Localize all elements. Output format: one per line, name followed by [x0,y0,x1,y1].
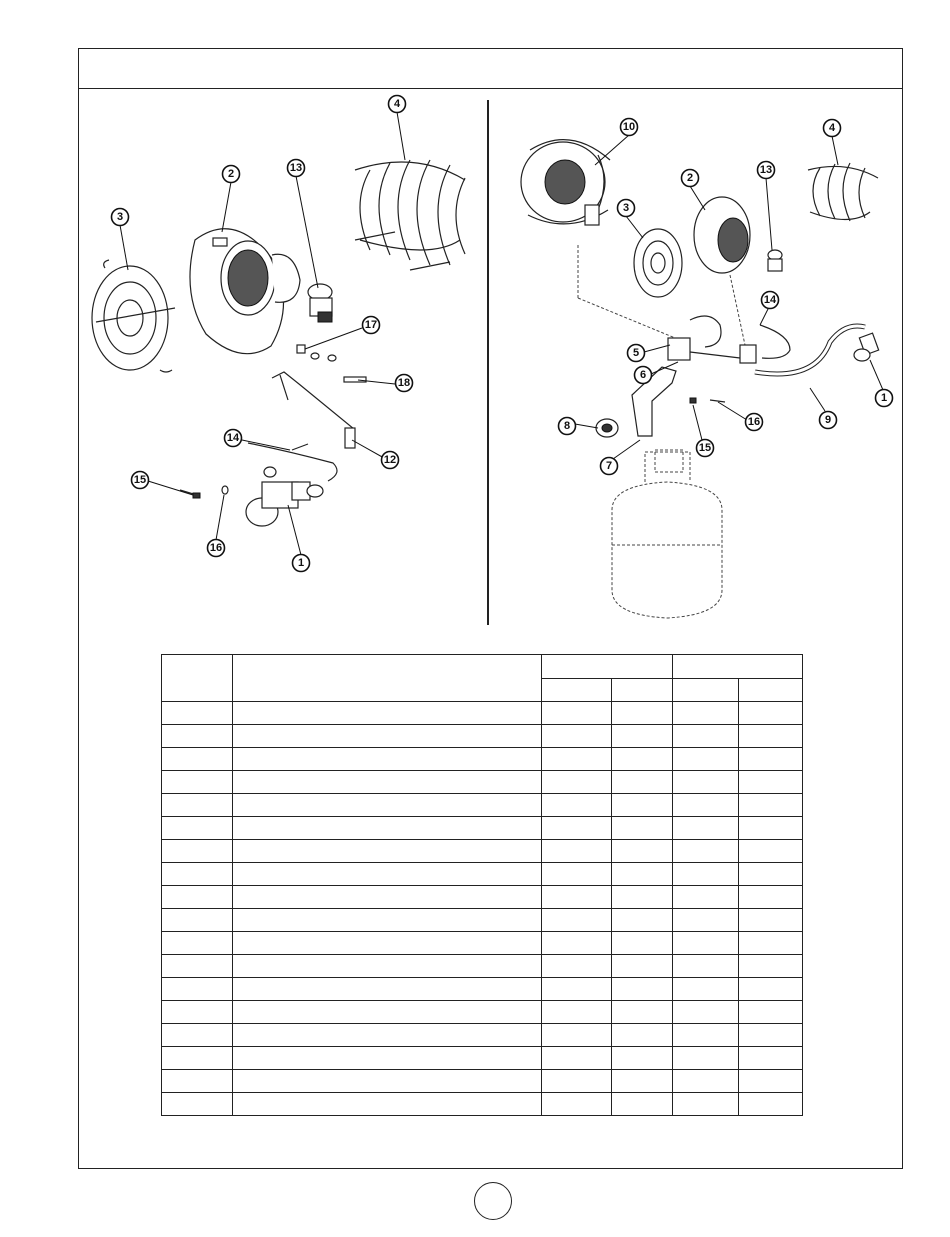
part-9-hose [755,326,865,374]
table-cell [612,771,673,794]
table-cell [673,932,739,955]
svg-text:3: 3 [116,211,124,223]
table-cell [233,978,542,1001]
table-cell [612,748,673,771]
svg-text:15: 15 [133,474,147,486]
svg-text:7: 7 [605,460,613,472]
table-cell [162,748,233,771]
table-cell [739,702,803,725]
svg-text:13: 13 [289,162,303,174]
table-row [162,1093,803,1116]
table-cell [233,863,542,886]
svg-text:4: 4 [828,122,836,134]
table-cell [673,702,739,725]
table-cell [233,955,542,978]
table-cell [233,932,542,955]
table-cell [542,1093,612,1116]
table-cell [612,909,673,932]
table-cell [162,1001,233,1024]
callout-7 [601,458,618,475]
table-row [162,1024,803,1047]
svg-text:13: 13 [759,164,773,176]
table-cell [739,932,803,955]
table-cell [542,725,612,748]
table-row [162,725,803,748]
table-cell [673,955,739,978]
callout-5 [628,345,645,362]
table-cell [542,955,612,978]
svg-text:5: 5 [632,347,640,359]
table-cell [233,886,542,909]
table-row [162,909,803,932]
table-cell [673,1093,739,1116]
table-cell [542,702,612,725]
svg-text:12: 12 [383,454,397,466]
table-cell [739,909,803,932]
part-1-valve [246,467,323,526]
callout-17 [363,317,380,334]
callout-9 [820,412,837,429]
svg-text:15: 15 [698,442,712,454]
right-exploded-view [521,119,893,619]
table-cell [162,1047,233,1070]
table-cell [162,932,233,955]
table-cell [162,863,233,886]
table-cell [673,771,739,794]
svg-text:1: 1 [880,392,888,404]
table-cell [739,1070,803,1093]
callout-3 [618,200,635,217]
svg-text:16: 16 [747,416,761,428]
table-cell [673,1047,739,1070]
table-cell [233,748,542,771]
callout-12 [382,452,399,469]
table-cell [233,1024,542,1047]
table-cell [612,1070,673,1093]
table-row [162,840,803,863]
callout-2 [682,170,699,187]
part-2-reflector-r [694,197,750,273]
table-cell [673,909,739,932]
left-exploded-view [92,96,465,572]
callout-14 [225,430,242,447]
svg-text:10: 10 [622,121,636,133]
part-14-thermocouple [248,443,337,481]
table-cell [542,863,612,886]
table-cell [233,1093,542,1116]
table-row [162,702,803,725]
table-cell [739,886,803,909]
header-group-b [673,655,803,679]
table-cell [673,1070,739,1093]
table-cell [739,955,803,978]
svg-text:1: 1 [297,557,305,569]
svg-text:18: 18 [397,377,411,389]
table-row [162,771,803,794]
table-cell [542,1001,612,1024]
table-cell [673,863,739,886]
table-row [162,1070,803,1093]
part-8-knob [596,419,618,437]
table-cell [233,840,542,863]
callout-2 [223,166,240,183]
table-cell [673,978,739,1001]
part-13-control-r [768,250,782,271]
table-cell [673,725,739,748]
part-13-control [308,284,332,322]
table-cell [612,794,673,817]
table-cell [162,794,233,817]
svg-text:6: 6 [639,369,647,381]
callout-4 [824,120,841,137]
callout-10 [621,119,638,136]
table-cell [739,1093,803,1116]
part-1-regulator [854,333,879,361]
table-cell [612,840,673,863]
table-cell [233,725,542,748]
part-5-valve-r [668,338,756,363]
table-cell [673,1024,739,1047]
table-row [162,932,803,955]
svg-text:17: 17 [364,319,378,331]
table-cell [542,771,612,794]
part-16-washer [222,486,228,494]
table-cell [162,1024,233,1047]
table-cell [612,817,673,840]
table-cell [673,886,739,909]
page-number-circle [474,1182,512,1220]
table-row [162,794,803,817]
svg-text:9: 9 [824,414,832,426]
table-cell [542,817,612,840]
table-row [162,863,803,886]
table-cell [739,817,803,840]
callout-18 [396,375,413,392]
table-cell [542,1047,612,1070]
header-group-a [542,655,673,679]
svg-text:3: 3 [622,202,630,214]
part-3-guard-grill-r [634,229,682,297]
callout-3 [112,209,129,226]
callout-15 [697,440,714,457]
part-17-nut [297,345,336,361]
table-cell [233,1047,542,1070]
table-cell [233,771,542,794]
svg-text:2: 2 [686,172,694,184]
propane-tank [612,450,722,618]
svg-text:2: 2 [227,168,235,180]
table-cell [162,1093,233,1116]
table-cell [542,1070,612,1093]
header-key-no [162,655,233,702]
table-cell [612,725,673,748]
table-cell [612,955,673,978]
table-cell [739,863,803,886]
svg-text:14: 14 [226,432,240,444]
table-cell [162,909,233,932]
table-cell [673,817,739,840]
parts-table-body [162,702,803,1116]
table-row [162,1047,803,1070]
callout-15 [132,472,149,489]
table-row [162,748,803,771]
table-cell [542,840,612,863]
table-cell [162,886,233,909]
part-12-bracket [272,372,355,448]
callout-6 [635,367,652,384]
table-cell [162,1070,233,1093]
table-cell [673,748,739,771]
table-cell [233,1001,542,1024]
table-cell [162,702,233,725]
part-4-wire-guard [355,160,465,270]
table-cell [739,725,803,748]
table-cell [612,1047,673,1070]
header-a1 [542,679,612,702]
table-row [162,817,803,840]
table-cell [162,840,233,863]
callout-4 [389,96,406,113]
table-cell [612,932,673,955]
table-cell [739,1024,803,1047]
table-cell [542,886,612,909]
table-row [162,886,803,909]
table-cell [612,863,673,886]
header-a2 [612,679,673,702]
svg-text:8: 8 [563,420,571,432]
table-cell [162,955,233,978]
header-b2 [739,679,803,702]
table-cell [673,1001,739,1024]
part-2-reflector [190,229,300,354]
table-cell [612,1001,673,1024]
table-cell [612,886,673,909]
header-b1 [673,679,739,702]
callout-1 [293,555,310,572]
callout-1 [876,390,893,407]
table-cell [542,794,612,817]
part-15-spark-wire-r [690,398,696,403]
table-row [162,1001,803,1024]
table-cell [739,840,803,863]
table-cell [739,748,803,771]
part-4-wire-guard-r [808,163,878,221]
parts-list-table [161,654,803,1116]
table-cell [233,817,542,840]
table-cell [162,817,233,840]
header-description [233,655,542,702]
table-cell [162,771,233,794]
part-6-tube [690,352,740,358]
table-cell [233,702,542,725]
table-cell [542,1024,612,1047]
table-cell [233,794,542,817]
table-cell [739,794,803,817]
part-3-guard-grill [92,260,175,372]
table-cell [673,794,739,817]
svg-text:16: 16 [209,542,223,554]
table-row [162,955,803,978]
table-cell [233,909,542,932]
table-cell [739,1001,803,1024]
table-cell [542,978,612,1001]
table-cell [739,1047,803,1070]
table-cell [739,978,803,1001]
table-cell [162,978,233,1001]
table-cell [162,725,233,748]
table-cell [612,1024,673,1047]
svg-text:4: 4 [393,98,401,110]
table-cell [739,771,803,794]
callout-8 [559,418,576,435]
table-cell [542,748,612,771]
table-row [162,978,803,1001]
svg-text:14: 14 [763,294,777,306]
table-cell [233,1070,542,1093]
part-18-bolt [344,377,366,382]
part-16-washer-r [710,400,725,402]
table-cell [542,909,612,932]
table-cell [542,932,612,955]
table-cell [612,1093,673,1116]
callout-14 [762,292,779,309]
callout-16 [746,414,763,431]
callout-13 [288,160,305,177]
callout-13 [758,162,775,179]
table-cell [612,702,673,725]
table-cell [612,978,673,1001]
table-cell [673,840,739,863]
callout-16 [208,540,225,557]
part-10-heater-head [521,140,610,225]
